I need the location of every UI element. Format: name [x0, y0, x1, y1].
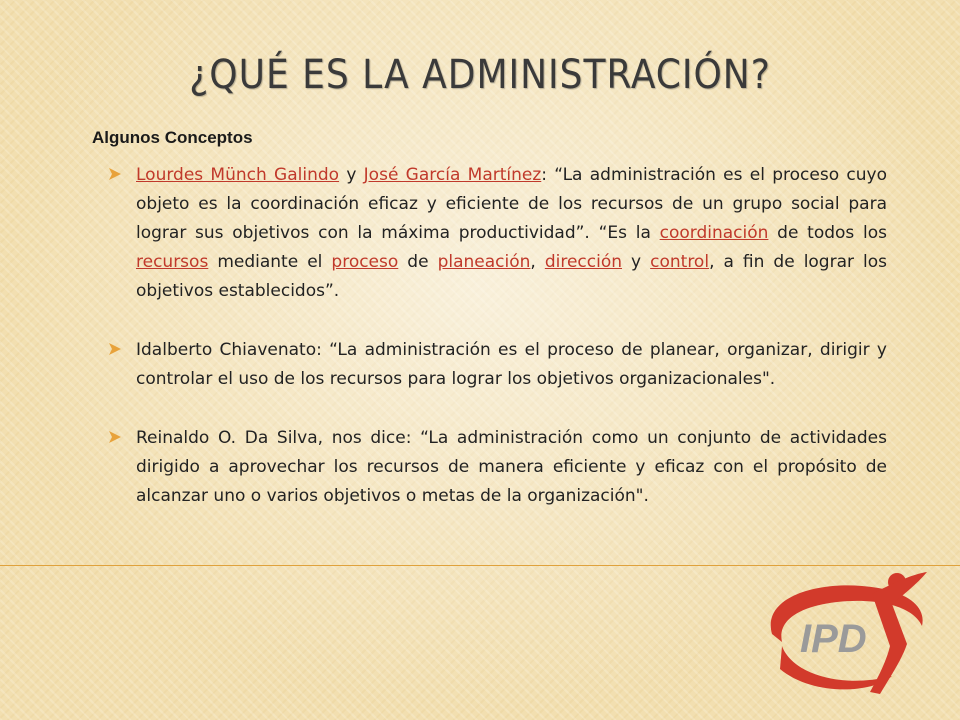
slide-subtitle: Algunos Conceptos — [92, 128, 253, 147]
arrow-bullet-icon — [108, 167, 122, 181]
bullet-item-da-silva — [104, 424, 887, 511]
link-control[interactable]: control — [650, 252, 710, 272]
slide-title: ¿QUÉ ES LA ADMINISTRACIÓN? — [189, 52, 771, 98]
link-direccion[interactable]: dirección — [544, 252, 623, 272]
ipd-logo-icon — [752, 564, 942, 704]
bullet-item-munch — [104, 161, 887, 306]
link-jose-garcia[interactable]: José García Martínez — [363, 165, 542, 185]
bullet-text: Idalberto Chiavenato: “La administración es el proceso de planear, organizar, dirigir y controlar el uso de los recursos para lograr los objetivos organizacionales". — [136, 340, 887, 389]
link-planeacion[interactable]: planeación — [437, 252, 531, 272]
link-recursos[interactable]: recursos — [136, 252, 209, 272]
svg-text:IPD: IPD — [800, 617, 867, 661]
bullet-text: Reinaldo O. Da Silva, nos dice: “La administración como un conjunto de actividades dirigido a aprovechar los recursos de manera eficiente y eficaz con el propósito de alcanzar uno o varios objetivos o metas de la organización". — [136, 428, 887, 506]
arrow-bullet-icon — [108, 342, 122, 356]
bullet-text: Lourdes Münch Galindo y José García Martínez: “La administración es el proceso cuyo objeto es la coordinación eficaz y eficiente de los recursos de un grupo social para lograr sus objetivos con la máxima productividad”. “Es la coordinación de todos los recursos mediante el proceso de planeación, dirección y control, a fin de lograr los objetivos establecidos”. — [136, 165, 887, 301]
bullet-item-chiavenato — [104, 336, 887, 394]
bullet-list — [104, 161, 887, 541]
link-lourdes-munch[interactable]: Lourdes Münch Galindo — [136, 165, 340, 185]
link-coordinacion[interactable]: coordinación — [659, 223, 769, 243]
arrow-bullet-icon — [108, 430, 122, 444]
link-proceso[interactable]: proceso — [331, 252, 399, 272]
